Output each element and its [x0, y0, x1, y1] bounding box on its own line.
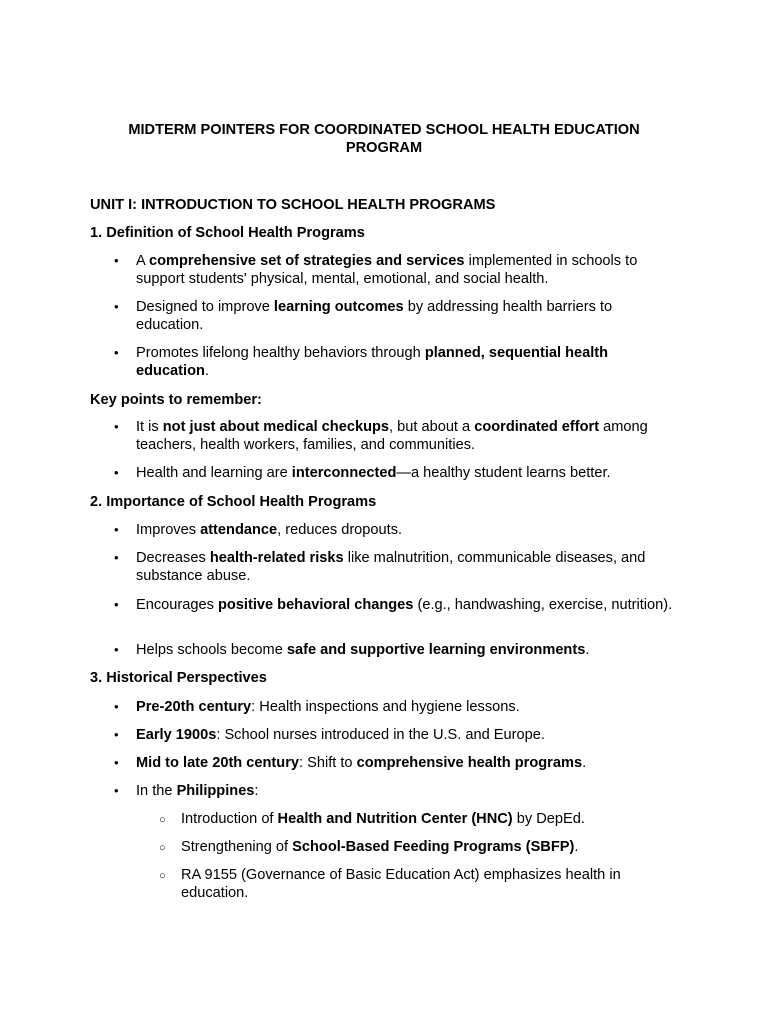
list-item: Promotes lifelong healthy behaviors through planned, sequential health education.: [136, 345, 609, 379]
list-item: Early 1900s: School nurses introduced in the U.S. and Europe.: [136, 727, 545, 743]
list-item: Designed to improve learning outcomes by addressing health barriers to education.: [136, 299, 613, 333]
list-item: Pre-20th century: Health inspections and hygiene lessons.: [136, 699, 520, 715]
list-item: A comprehensive set of strategies and services implemented in schools to support students' physical, mental, emotional, and social health.: [136, 253, 638, 287]
bullet-icon: •: [114, 699, 119, 714]
sub-list-item: Introduction of Health and Nutrition Center (HNC) by DepEd.: [181, 811, 585, 827]
title-line-2: PROGRAM: [345, 140, 423, 156]
list-item: Mid to late 20th century: Shift to comprehensive health programs.: [136, 755, 587, 771]
document-title: [90, 121, 678, 157]
sub-bullet-icon: ○: [159, 870, 166, 882]
list-item: In the Philippines:: [136, 783, 259, 799]
key-points-heading: Key points to remember:: [90, 392, 262, 408]
sub-list-item: RA 9155 (Governance of Basic Education Act) emphasizes health in education.: [181, 867, 621, 901]
bullet-icon: •: [114, 345, 119, 360]
list-item: Encourages positive behavioral changes (e.g., handwashing, exercise, nutrition).: [136, 597, 673, 613]
sub-list-item: Strengthening of School-Based Feeding Programs (SBFP).: [181, 839, 579, 855]
sub-bullet-icon: ○: [159, 814, 166, 826]
bullet-icon: •: [114, 299, 119, 314]
list-item: Decreases health-related risks like malnutrition, communicable diseases, and substance abuse.: [136, 550, 646, 584]
bullet-icon: •: [114, 755, 119, 770]
bullet-icon: •: [114, 465, 119, 480]
section-3-heading: 3. Historical Perspectives: [90, 670, 267, 686]
bullet-icon: •: [114, 642, 119, 657]
section-2-heading: 2. Importance of School Health Programs: [90, 494, 377, 510]
list-item: It is not just about medical checkups, but about a coordinated effort among teachers, health workers, families, and communities.: [136, 419, 648, 453]
bullet-icon: •: [114, 597, 119, 612]
list-item: Helps schools become safe and supportive learning environments.: [136, 642, 590, 658]
bullet-icon: •: [114, 783, 119, 798]
bullet-icon: •: [114, 550, 119, 565]
bullet-icon: •: [114, 253, 119, 268]
list-item: Health and learning are interconnected—a healthy student learns better.: [136, 465, 611, 481]
sub-bullet-icon: ○: [159, 842, 166, 854]
list-item: Improves attendance, reduces dropouts.: [136, 522, 403, 538]
bullet-icon: •: [114, 522, 119, 537]
section-1-heading: 1. Definition of School Health Programs: [90, 225, 365, 241]
bullet-icon: •: [114, 419, 119, 434]
unit-heading: UNIT I: INTRODUCTION TO SCHOOL HEALTH PROGRAMS: [90, 197, 496, 213]
bullet-icon: •: [114, 727, 119, 742]
title-line-1: MIDTERM POINTERS FOR COORDINATED SCHOOL HEALTH EDUCATION: [128, 122, 640, 138]
